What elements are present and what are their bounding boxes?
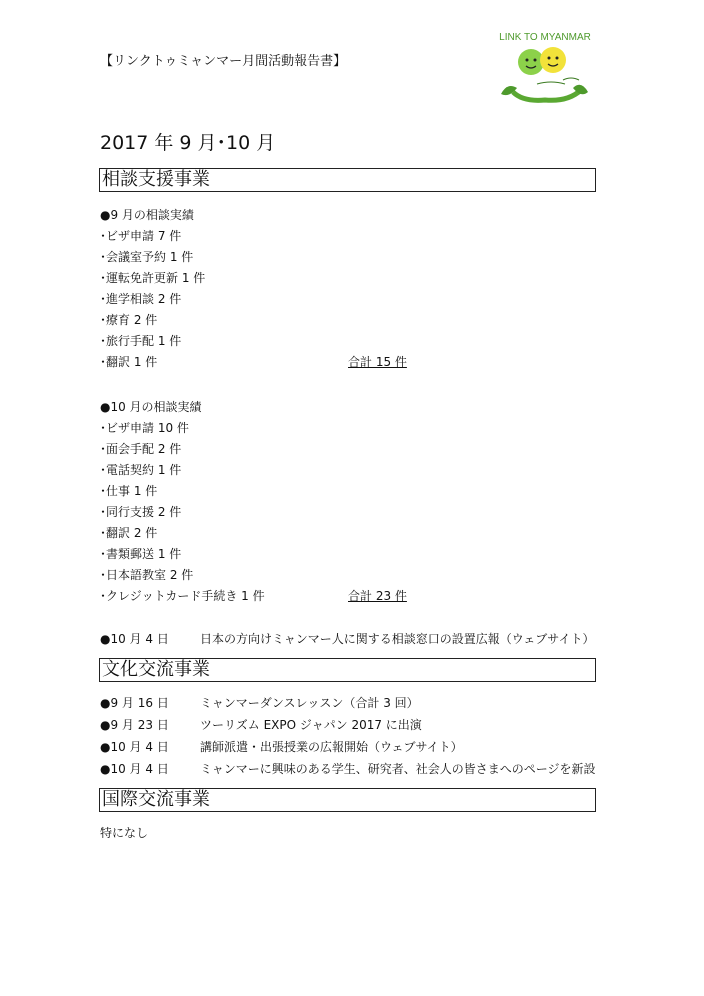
list-item: ･療育 2 件 bbox=[100, 313, 158, 327]
list-item: ･翻訳 1 件 bbox=[100, 355, 158, 369]
event-text: ツーリズム EXPO ジャパン 2017 に出演 bbox=[200, 718, 422, 732]
list-item: ･同行支援 2 件 bbox=[100, 505, 182, 519]
event-date: ●10 月 4 日 bbox=[100, 740, 169, 754]
section-international-heading: 国際交流事業 bbox=[99, 788, 596, 812]
list-item: ･会議室予約 1 件 bbox=[100, 250, 194, 264]
list-item: ･運転免許更新 1 件 bbox=[100, 271, 206, 285]
list-item: ･クレジットカード手続き 1 件 bbox=[100, 589, 265, 603]
list-item: ･日本語教室 2 件 bbox=[100, 568, 194, 582]
event-date: ●10 月 4 日 bbox=[100, 762, 169, 776]
list-item: ･仕事 1 件 bbox=[100, 484, 158, 498]
period-title: 2017 年 9 月･10 月 bbox=[100, 132, 276, 154]
oct-title: ●10 月の相談実績 bbox=[100, 400, 202, 414]
event-text: 講師派遣・出張授業の広報開始（ウェブサイト） bbox=[200, 740, 463, 754]
section-culture-heading: 文化交流事業 bbox=[99, 658, 596, 682]
list-item: ･進学相談 2 件 bbox=[100, 292, 182, 306]
logo-text: LINK TO MYANMAR bbox=[499, 32, 591, 43]
event-text: ミャンマーに興味のある学生、研究者、社会人の皆さまへのページを新設 bbox=[200, 762, 596, 776]
list-item: ･ビザ申請 10 件 bbox=[100, 421, 189, 435]
link-to-myanmar-logo bbox=[493, 22, 598, 108]
event-date: ●9 月 16 日 bbox=[100, 696, 169, 710]
list-item: ･電話契約 1 件 bbox=[100, 463, 182, 477]
list-item: ･旅行手配 1 件 bbox=[100, 334, 182, 348]
sep-title: ●9 月の相談実績 bbox=[100, 208, 194, 222]
list-item: ･書類郵送 1 件 bbox=[100, 547, 182, 561]
list-item: ･面会手配 2 件 bbox=[100, 442, 182, 456]
event-date: ●10 月 4 日 bbox=[100, 632, 169, 646]
event-text: ミャンマーダンスレッスン（合計 3 回） bbox=[200, 696, 419, 710]
oct-total: 合計 23 件 bbox=[348, 589, 407, 603]
sep-total: 合計 15 件 bbox=[348, 355, 407, 369]
event-text: 日本の方向けミャンマー人に関する相談窓口の設置広報（ウェブサイト） bbox=[200, 632, 595, 646]
event-date: ●9 月 23 日 bbox=[100, 718, 169, 732]
list-item: ･翻訳 2 件 bbox=[100, 526, 158, 540]
report-title: 【リンクトゥミャンマー月間活動報告書】 bbox=[100, 54, 347, 69]
international-note: 特になし bbox=[100, 826, 149, 840]
list-item: ･ビザ申請 7 件 bbox=[100, 229, 182, 243]
section-consultation-heading: 相談支援事業 bbox=[99, 168, 596, 192]
